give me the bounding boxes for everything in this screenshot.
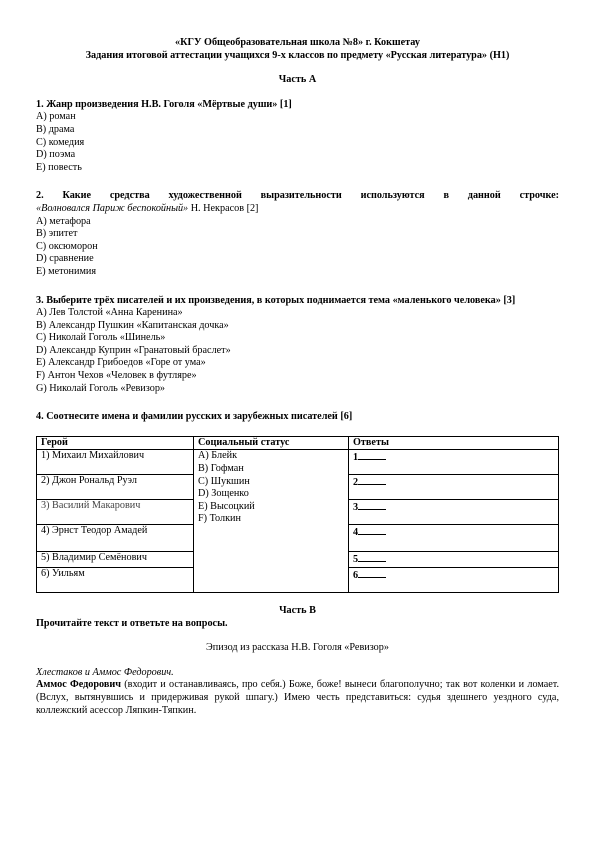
question-4: 4. Соотнесите имена и фамилии русских и зарубежных писателей [6] [36, 411, 353, 423]
status-item: F) Толкин [198, 513, 241, 525]
question-2-text: 2. Какие средства художественной выразительности используются в данной строчке: [36, 190, 559, 202]
table-row [37, 450, 559, 475]
answer-number: 3 [353, 502, 359, 514]
header-answers: Ответы [349, 436, 559, 450]
option-3c: С) Николай Гоголь «Шинель» [36, 332, 166, 344]
option-2b: В) эпитет [36, 228, 78, 240]
option-1d: D) поэма [36, 149, 76, 161]
option-1c: С) комедия [36, 136, 85, 148]
question-1-options [36, 111, 559, 174]
status-item: Е) Высоцкий [198, 500, 255, 512]
answer-blank[interactable] [358, 450, 386, 460]
document-page [36, 36, 559, 717]
question-3: 3. Выберите трёх писателей и их произведения, в которых поднимается тема «маленького человека» [3] [36, 294, 516, 306]
speaker-name: Аммос Федорович [36, 679, 121, 691]
question-2 [36, 190, 559, 203]
part-b-title: Часть В [279, 605, 316, 617]
answer-cell[interactable] [349, 475, 559, 500]
header-status: Социальный статус [194, 436, 349, 450]
status-item: С) Шукшин [198, 475, 250, 487]
question-2-quote: «Волновался Париж беспокойный» [36, 202, 189, 214]
episode-characters: Хлестаков и Аммос Федорович. [36, 666, 174, 678]
answer-blank[interactable] [358, 552, 386, 562]
answer-blank[interactable] [358, 525, 386, 535]
answer-blank[interactable] [358, 568, 386, 578]
option-3f: F) Антон Чехов «Человек в футляре» [36, 370, 197, 382]
answer-blank[interactable] [358, 500, 386, 510]
question-3-options [36, 307, 559, 395]
option-3b: В) Александр Пушкин «Капитанская дочка» [36, 319, 229, 331]
hero-cell: 5) Владимир Семёнович [37, 552, 194, 568]
option-3e: Е) Александр Грибоедов «Горе от ума» [36, 357, 206, 369]
answer-cell[interactable] [349, 450, 559, 475]
matching-table-header [37, 436, 559, 450]
hero-cell: 4) Эрнст Теодор Амадей [37, 525, 194, 552]
status-item: D) Зощенко [198, 488, 249, 500]
option-2e: Е) метонимия [36, 265, 97, 277]
option-1a: А) роман [36, 111, 76, 123]
episode-text [36, 679, 559, 717]
speech-text: (входит и останавливаясь, про себя.) Боже, боже! вынеси благополучно; так вот коленки и ломает. (Вслух, вытянувшись и придерживая рукой шпагу.) Имею честь представиться: судья здешнего уездного суда, коллежский асессор Ляпкин-Тяпкин. [36, 679, 559, 716]
school-title: «КГУ Общеобразовательная школа №8» г. Кокшетау [175, 37, 420, 48]
question-2-quote-line [36, 203, 559, 216]
answer-number: 6 [353, 570, 359, 582]
answer-number: 2 [353, 477, 359, 489]
answer-cell[interactable] [349, 500, 559, 525]
status-item: В) Гофман [198, 463, 244, 475]
matching-table [36, 436, 559, 593]
option-3a: А) Лев Толстой «Анна Каренина» [36, 307, 183, 319]
answer-cell[interactable] [349, 568, 559, 593]
answer-cell[interactable] [349, 552, 559, 568]
answer-number: 1 [353, 452, 359, 464]
hero-cell: 3) Василий Макарович [37, 500, 194, 525]
question-2-author: Н. Некрасов [2] [188, 202, 259, 214]
option-2c: С) оксюморон [36, 240, 98, 252]
part-a-title: Часть А [278, 74, 317, 86]
option-3d: D) Александр Куприн «Гранатовый браслет» [36, 344, 231, 356]
option-1e: Е) повесть [36, 161, 82, 173]
hero-cell: 1) Михаил Михайлович [37, 450, 194, 475]
hero-cell: 2) Джон Рональд Руэл [37, 475, 194, 500]
episode-title: Эпизод из рассказа Н.В. Гоголя «Ревизор» [206, 642, 389, 654]
answer-blank[interactable] [358, 475, 386, 485]
question-1: 1. Жанр произведения Н.В. Гоголя «Мёртвые души» [1] [36, 98, 292, 110]
part-b-instruction: Прочитайте текст и ответьте на вопросы. [36, 617, 228, 629]
hero-cell: 6) Уильям [37, 568, 194, 593]
option-2d: D) сравнение [36, 253, 94, 265]
status-item: А) Блейк [198, 450, 238, 462]
answer-number: 5 [353, 554, 359, 566]
option-3g: G) Николай Гоголь «Ревизор» [36, 382, 166, 394]
status-cell [194, 450, 349, 593]
answer-cell[interactable] [349, 525, 559, 552]
exam-title: Задания итоговой аттестации учащихся 9-х классов по предмету «Русская литература» (Н1) [85, 49, 510, 61]
answer-number: 4 [353, 527, 359, 539]
option-1b: В) драма [36, 123, 75, 135]
question-2-options [36, 216, 559, 279]
header-hero: Герой [37, 436, 194, 450]
option-2a: А) метафора [36, 215, 91, 227]
